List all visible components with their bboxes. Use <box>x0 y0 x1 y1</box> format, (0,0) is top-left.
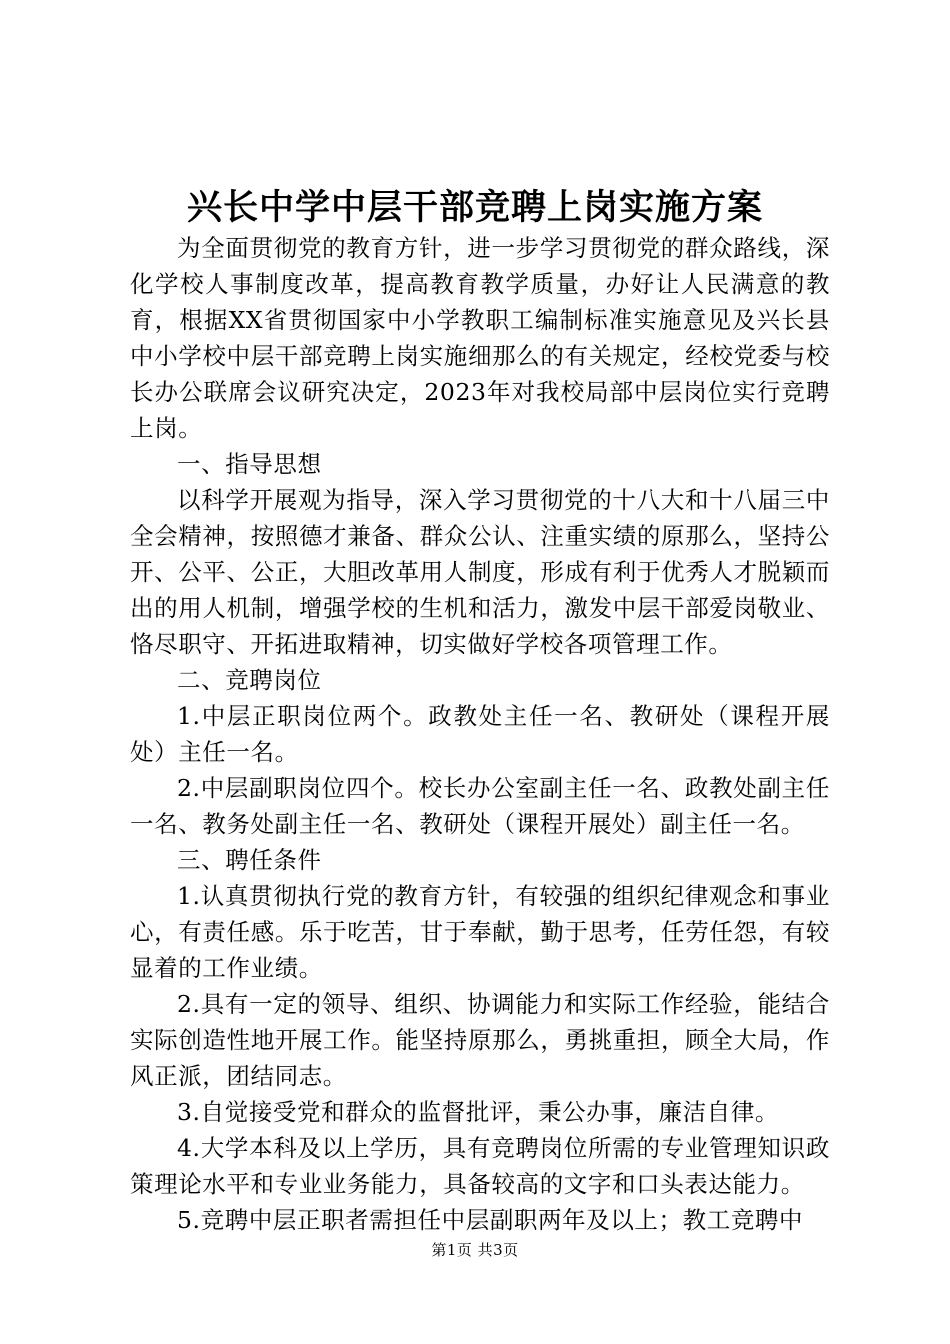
condition-item: 1.认真贯彻执行党的教育方针，有较强的组织纪律观念和事业心，有责任感。乐于吃苦，甘于奉献，勤于思考，任劳任怨，有较显着的工作业绩。 <box>130 882 830 982</box>
section-heading-guiding-ideology: 一、指导思想 <box>177 450 322 478</box>
section-heading-conditions: 三、聘任条件 <box>177 846 322 874</box>
intro-paragraph: 为全面贯彻党的教育方针，进一步学习贯彻党的群众路线，深化学校人事制度改革，提高教育教学质量，办好让人民满意的教育，根据XX省贯彻国家中小学教职工编制标准实施意见及兴长县中小学校中层干部竞聘上岗实施细那么的有关规定，经校党委与校长办公联席会议研究决定，2023年对我校局部中层岗位实行竞聘上岗。 <box>130 234 830 442</box>
condition-item: 3.自觉接受党和群众的监督批评，秉公办事，廉洁自律。 <box>177 1098 780 1126</box>
document-title: 兴长中学中层干部竞聘上岗实施方案 <box>186 187 763 228</box>
position-item: 1.中层正职岗位两个。政教处主任一名、教研处（课程开展处）主任一名。 <box>130 702 830 766</box>
page-footer: 第1页 共3页 <box>431 1241 519 1259</box>
condition-item: 5.竞聘中层正职者需担任中层副职两年及以上；教工竞聘中 <box>177 1206 804 1234</box>
document-body <box>130 230 830 1238</box>
section-heading-positions: 二、竞聘岗位 <box>177 666 322 694</box>
condition-item: 2.具有一定的领导、组织、协调能力和实际工作经验，能结合实际创造性地开展工作。能坚持原那么，勇挑重担，顾全大局，作风正派，团结同志。 <box>130 990 830 1090</box>
condition-item: 4.大学本科及以上学历，具有竞聘岗位所需的专业管理知识政策理论水平和专业业务能力，具备较高的文字和口头表达能力。 <box>130 1134 830 1198</box>
guiding-ideology-paragraph: 以科学开展观为指导，深入学习贯彻党的十八大和十八届三中全会精神，按照德才兼备、群众公认、注重实绩的原那么，坚持公开、公平、公正，大胆改革用人制度，形成有利于优秀人才脱颖而出的用人机制，增强学校的生机和活力，激发中层干部爱岗敬业、恪尽职守、开拓进取精神，切实做好学校各项管理工作。 <box>130 486 830 658</box>
position-item: 2.中层副职岗位四个。校长办公室副主任一名、政教处副主任一名、教务处副主任一名、教研处（课程开展处）副主任一名。 <box>130 774 830 838</box>
